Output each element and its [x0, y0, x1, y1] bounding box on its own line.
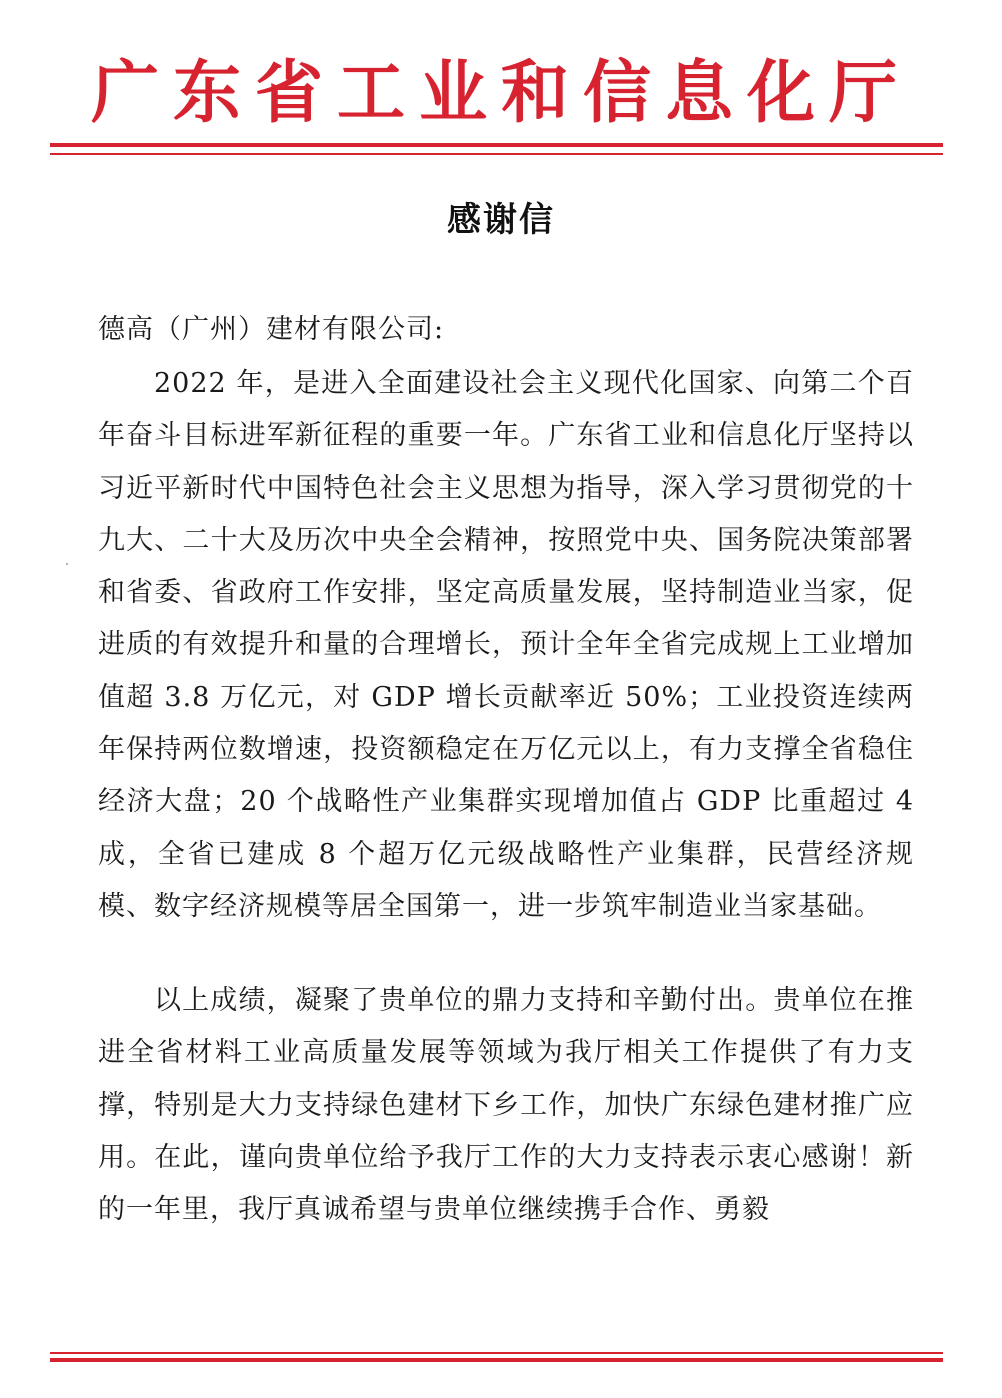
footer-divider-thin: [50, 1352, 943, 1354]
salutation: 德高（广州）建材有限公司:: [98, 314, 445, 345]
header-divider-thin: [50, 153, 943, 155]
scan-speck: [66, 563, 68, 565]
letterhead-org-name: 广东省工业和信息化厅: [90, 53, 911, 133]
document-title: 感谢信: [447, 200, 555, 240]
body-paragraph-1: 2022 年，是进入全面建设社会主义现代化国家、向第二个百年奋斗目标进军新征程的重要一年。广东省工业和信息化厅坚持以习近平新时代中国特色社会主义思想为指导，深入学习贯彻党的十九大、二十大及历次中央全会精神，按照党中央、国务院决策部署和省委、省政府工作安排，坚定高质量发展，坚持制造业当家，促进质的有效提升和量的合理增长，预计全年全省完成规上工业增加值超 3.8 万亿元，对 GDP 增长贡献率近 50%；工业投资连续两年保持两位数增速，投资额稳定在万亿元以上，有力支撑全省稳住经济大盘；20 个战略性产业集群实现增加值占 GDP 比重超过 4 成，全省已建成 8 个超万亿元级战略性产业集群，民营经济规模、数字经济规模等居全国第一，进一步筑牢制造业当家基础。: [98, 368, 914, 922]
body-paragraph-2: 以上成绩，凝聚了贵单位的鼎力支持和辛勤付出。贵单位在推进全省材料工业高质量发展等领域为我厅相关工作提供了有力支撑，特别是大力支持绿色建材下乡工作，加快广东绿色建材推广应用。在此，谨向贵单位给予我厅工作的大力支持表示衷心感谢！新的一年里，我厅真诚希望与贵单位继续携手合作、勇毅: [98, 985, 914, 1226]
header-divider-thick: [50, 143, 943, 147]
footer-divider-thick: [50, 1358, 943, 1362]
